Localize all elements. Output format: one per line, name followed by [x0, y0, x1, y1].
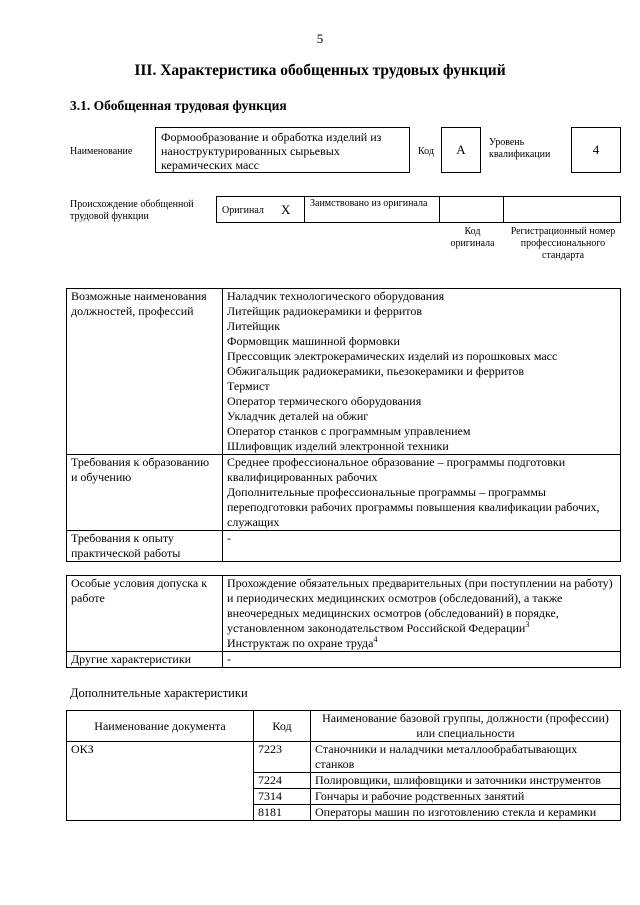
list-item: Прессовщик электрокерамических изделий из порошковых масс [227, 349, 558, 363]
education-label: Требования к образованию и обучению [67, 455, 223, 531]
code-cell: 7224 [254, 773, 311, 789]
document-name-cell: ОКЗ [67, 742, 254, 821]
briefing-text: Инструктаж по охране труда [227, 636, 374, 650]
list-item: Формовщик машинной формовки [227, 334, 400, 348]
list-item: Литейщик радиокерамики и ферритов [227, 304, 423, 318]
requirements-table [66, 288, 621, 562]
borrowed-cell [304, 196, 440, 223]
table-row [67, 576, 621, 652]
other-characteristics-label: Другие характеристики [67, 652, 223, 668]
function-name-field: Формообразование и обработка изделий из наноструктурированных сырьевых керамических масс [155, 127, 410, 173]
additional-characteristics-table [66, 710, 621, 821]
list-item: Оператор станков с программным управлением [227, 424, 471, 438]
function-code-field: А [441, 127, 481, 173]
group-name-cell: Гончары и рабочие родственных занятий [311, 789, 621, 805]
column-header-group-name: Наименование базовой группы, должности (профессии) или специальности [311, 711, 621, 742]
name-label: Наименование [70, 146, 133, 157]
table-row [67, 455, 621, 531]
section-title: III. Характеристика обобщенных трудовых функций [134, 62, 506, 79]
footnote-4: 4 [373, 635, 378, 644]
special-conditions-table [66, 575, 621, 668]
list-item: Наладчик технологического оборудования [227, 289, 445, 303]
list-item: Оператор термического оборудования [227, 394, 422, 408]
code-original-label: Код оригинала [450, 226, 495, 249]
qualification-level-field: 4 [571, 127, 621, 173]
table-header-row [67, 711, 621, 742]
positions-label: Возможные наименования должностей, профессий [67, 289, 223, 455]
table-row [67, 652, 621, 668]
group-name-cell: Полировщики, шлифовщики и заточники инструментов [311, 773, 621, 789]
borrowed-label: Заимствовано из оригинала [310, 198, 428, 209]
footnote-3: 3 [525, 620, 530, 629]
qualification-level-label: Уровень квалификации [489, 137, 551, 160]
list-item: Дополнительные профессиональные программы – программы переподготовки рабочих программы повышения квалификации рабочих, служащих [227, 485, 600, 529]
other-characteristics-value: - [223, 652, 621, 668]
code-cell: 7314 [254, 789, 311, 805]
column-header-document: Наименование документа [67, 711, 254, 742]
list-item: Обжигальщик радиокерамики, пьезокерамики и ферритов [227, 364, 524, 378]
list-item: Литейщик [227, 319, 281, 333]
experience-label: Требования к опыту практической работы [67, 531, 223, 562]
table-row [67, 742, 621, 773]
group-name-cell: Станочники и наладчики металлообрабатывающих станков [311, 742, 621, 773]
origin-row [216, 196, 621, 223]
code-label: Код [418, 146, 434, 157]
list-item: Среднее профессиональное образование – программы подготовки квалифицированных рабочих [227, 455, 566, 484]
list-item: Шлифовщик изделий электронной техники [227, 439, 449, 453]
page-number: 5 [316, 31, 324, 46]
original-mark: X [281, 202, 291, 217]
additional-characteristics-title: Дополнительные характеристики [70, 686, 248, 700]
list-item: Укладчик деталей на обжиг [227, 409, 369, 423]
table-row [67, 531, 621, 562]
reg-number-label: Регистрационный номер профессионального стандарта [510, 226, 616, 261]
code-original-cell [439, 196, 504, 223]
table-row [67, 289, 621, 455]
original-label: Оригинал [222, 205, 264, 216]
special-conditions-value [223, 576, 621, 652]
special-conditions-text: Прохождение обязательных предварительных (при поступлении на работу) и периодических медицинских осмотров (обследований), а также внеочередных медицинских осмотров (обследований) в порядке, установленном законодательством Российской Федерации [227, 576, 613, 635]
experience-value: - [223, 531, 621, 562]
code-cell: 7223 [254, 742, 311, 773]
special-conditions-label: Особые условия допуска к работе [67, 576, 223, 652]
education-list [223, 455, 621, 531]
reg-number-cell [503, 196, 621, 223]
original-cell [216, 196, 305, 223]
column-header-code: Код [254, 711, 311, 742]
origin-label: Происхождение обобщенной трудовой функции [70, 199, 194, 222]
list-item: Термист [227, 379, 270, 393]
subsection-title: 3.1. Обобщенная трудовая функция [70, 98, 287, 113]
code-cell: 8181 [254, 805, 311, 821]
positions-list [223, 289, 621, 455]
group-name-cell: Операторы машин по изготовлению стекла и керамики [311, 805, 621, 821]
